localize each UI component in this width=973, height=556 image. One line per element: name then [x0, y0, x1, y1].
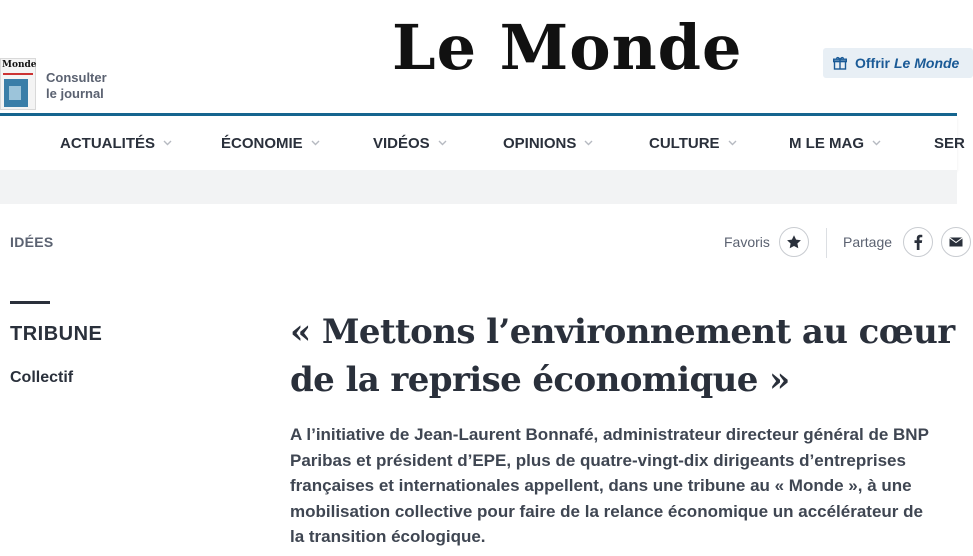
offer-subscription-button[interactable] — [823, 48, 973, 78]
article-kicker: TRIBUNE — [10, 323, 103, 345]
newspaper-thumbnail[interactable] — [0, 58, 36, 110]
chevron-down-icon — [584, 140, 593, 146]
site-header — [0, 0, 960, 113]
lead-line: mobilisation collective pour faire de la relance économique un accélérateur de — [290, 501, 923, 521]
chevron-down-icon — [163, 140, 172, 146]
lead-line: françaises et internationales appellent, dans une tribune au « Monde », à une — [290, 476, 912, 495]
article-author[interactable]: Collectif — [10, 369, 74, 386]
chevron-down-icon — [311, 140, 320, 146]
nav-item-label: OPINIONS — [503, 134, 577, 152]
offer-brand: Le Monde — [894, 55, 960, 71]
lead-line: A l’initiative de Jean-Laurent Bonnafé, administrateur directeur général de BNP — [290, 425, 929, 444]
nav-item-actualites[interactable] — [60, 116, 172, 170]
chevron-down-icon — [872, 140, 881, 146]
kicker-accent-bar — [10, 301, 50, 304]
nav-item-label: SER — [934, 134, 965, 152]
nav-item-services[interactable] — [934, 116, 965, 170]
email-icon — [949, 237, 963, 247]
nav-item-videos[interactable] — [373, 116, 447, 170]
nav-item-economie[interactable] — [221, 116, 320, 170]
nav-item-label: VIDÉOS — [373, 134, 430, 152]
site-logo[interactable]: Le Monde — [392, 11, 743, 84]
main-navigation — [0, 116, 965, 170]
chevron-down-icon — [728, 140, 737, 146]
share-email-button[interactable] — [941, 227, 971, 257]
nav-item-label: ACTUALITÉS — [60, 134, 155, 152]
facebook-icon — [913, 234, 923, 250]
favorites-label: Favoris — [724, 234, 770, 250]
consult-line-2: le journal — [46, 86, 104, 101]
ad-band — [0, 170, 957, 204]
share-facebook-button[interactable] — [903, 227, 933, 257]
lead-line: la transition écologique. — [290, 527, 486, 546]
action-divider — [826, 228, 827, 258]
favorite-button[interactable] — [779, 227, 809, 257]
headline-line: « Mettons l’environnement au cœur — [290, 312, 955, 352]
nav-item-m-le-mag[interactable] — [789, 116, 881, 170]
nav-item-opinions[interactable] — [503, 116, 593, 170]
headline-line: de la reprise économique » — [290, 360, 790, 400]
nav-item-label: CULTURE — [649, 134, 720, 152]
nav-item-label: ÉCONOMIE — [221, 134, 303, 152]
lead-line: Paribas et président d’EPE, plus de quatre-vingt-dix dirigeants d’entreprises — [290, 450, 906, 470]
nav-item-label: M LE MAG — [789, 134, 864, 152]
offer-prefix: Offrir — [855, 55, 890, 71]
gift-icon — [833, 56, 847, 70]
consult-line-1: Consulter — [46, 70, 107, 85]
chevron-down-icon — [438, 140, 447, 146]
article-lead — [290, 422, 957, 550]
article-headline — [290, 308, 957, 404]
consult-journal-link[interactable] — [46, 70, 126, 102]
star-icon — [786, 234, 802, 250]
newspaper-thumbnail-title: Monde — [2, 60, 37, 70]
share-label: Partage — [843, 234, 893, 250]
nav-item-culture[interactable] — [649, 116, 737, 170]
section-label[interactable]: IDÉES — [10, 234, 54, 250]
